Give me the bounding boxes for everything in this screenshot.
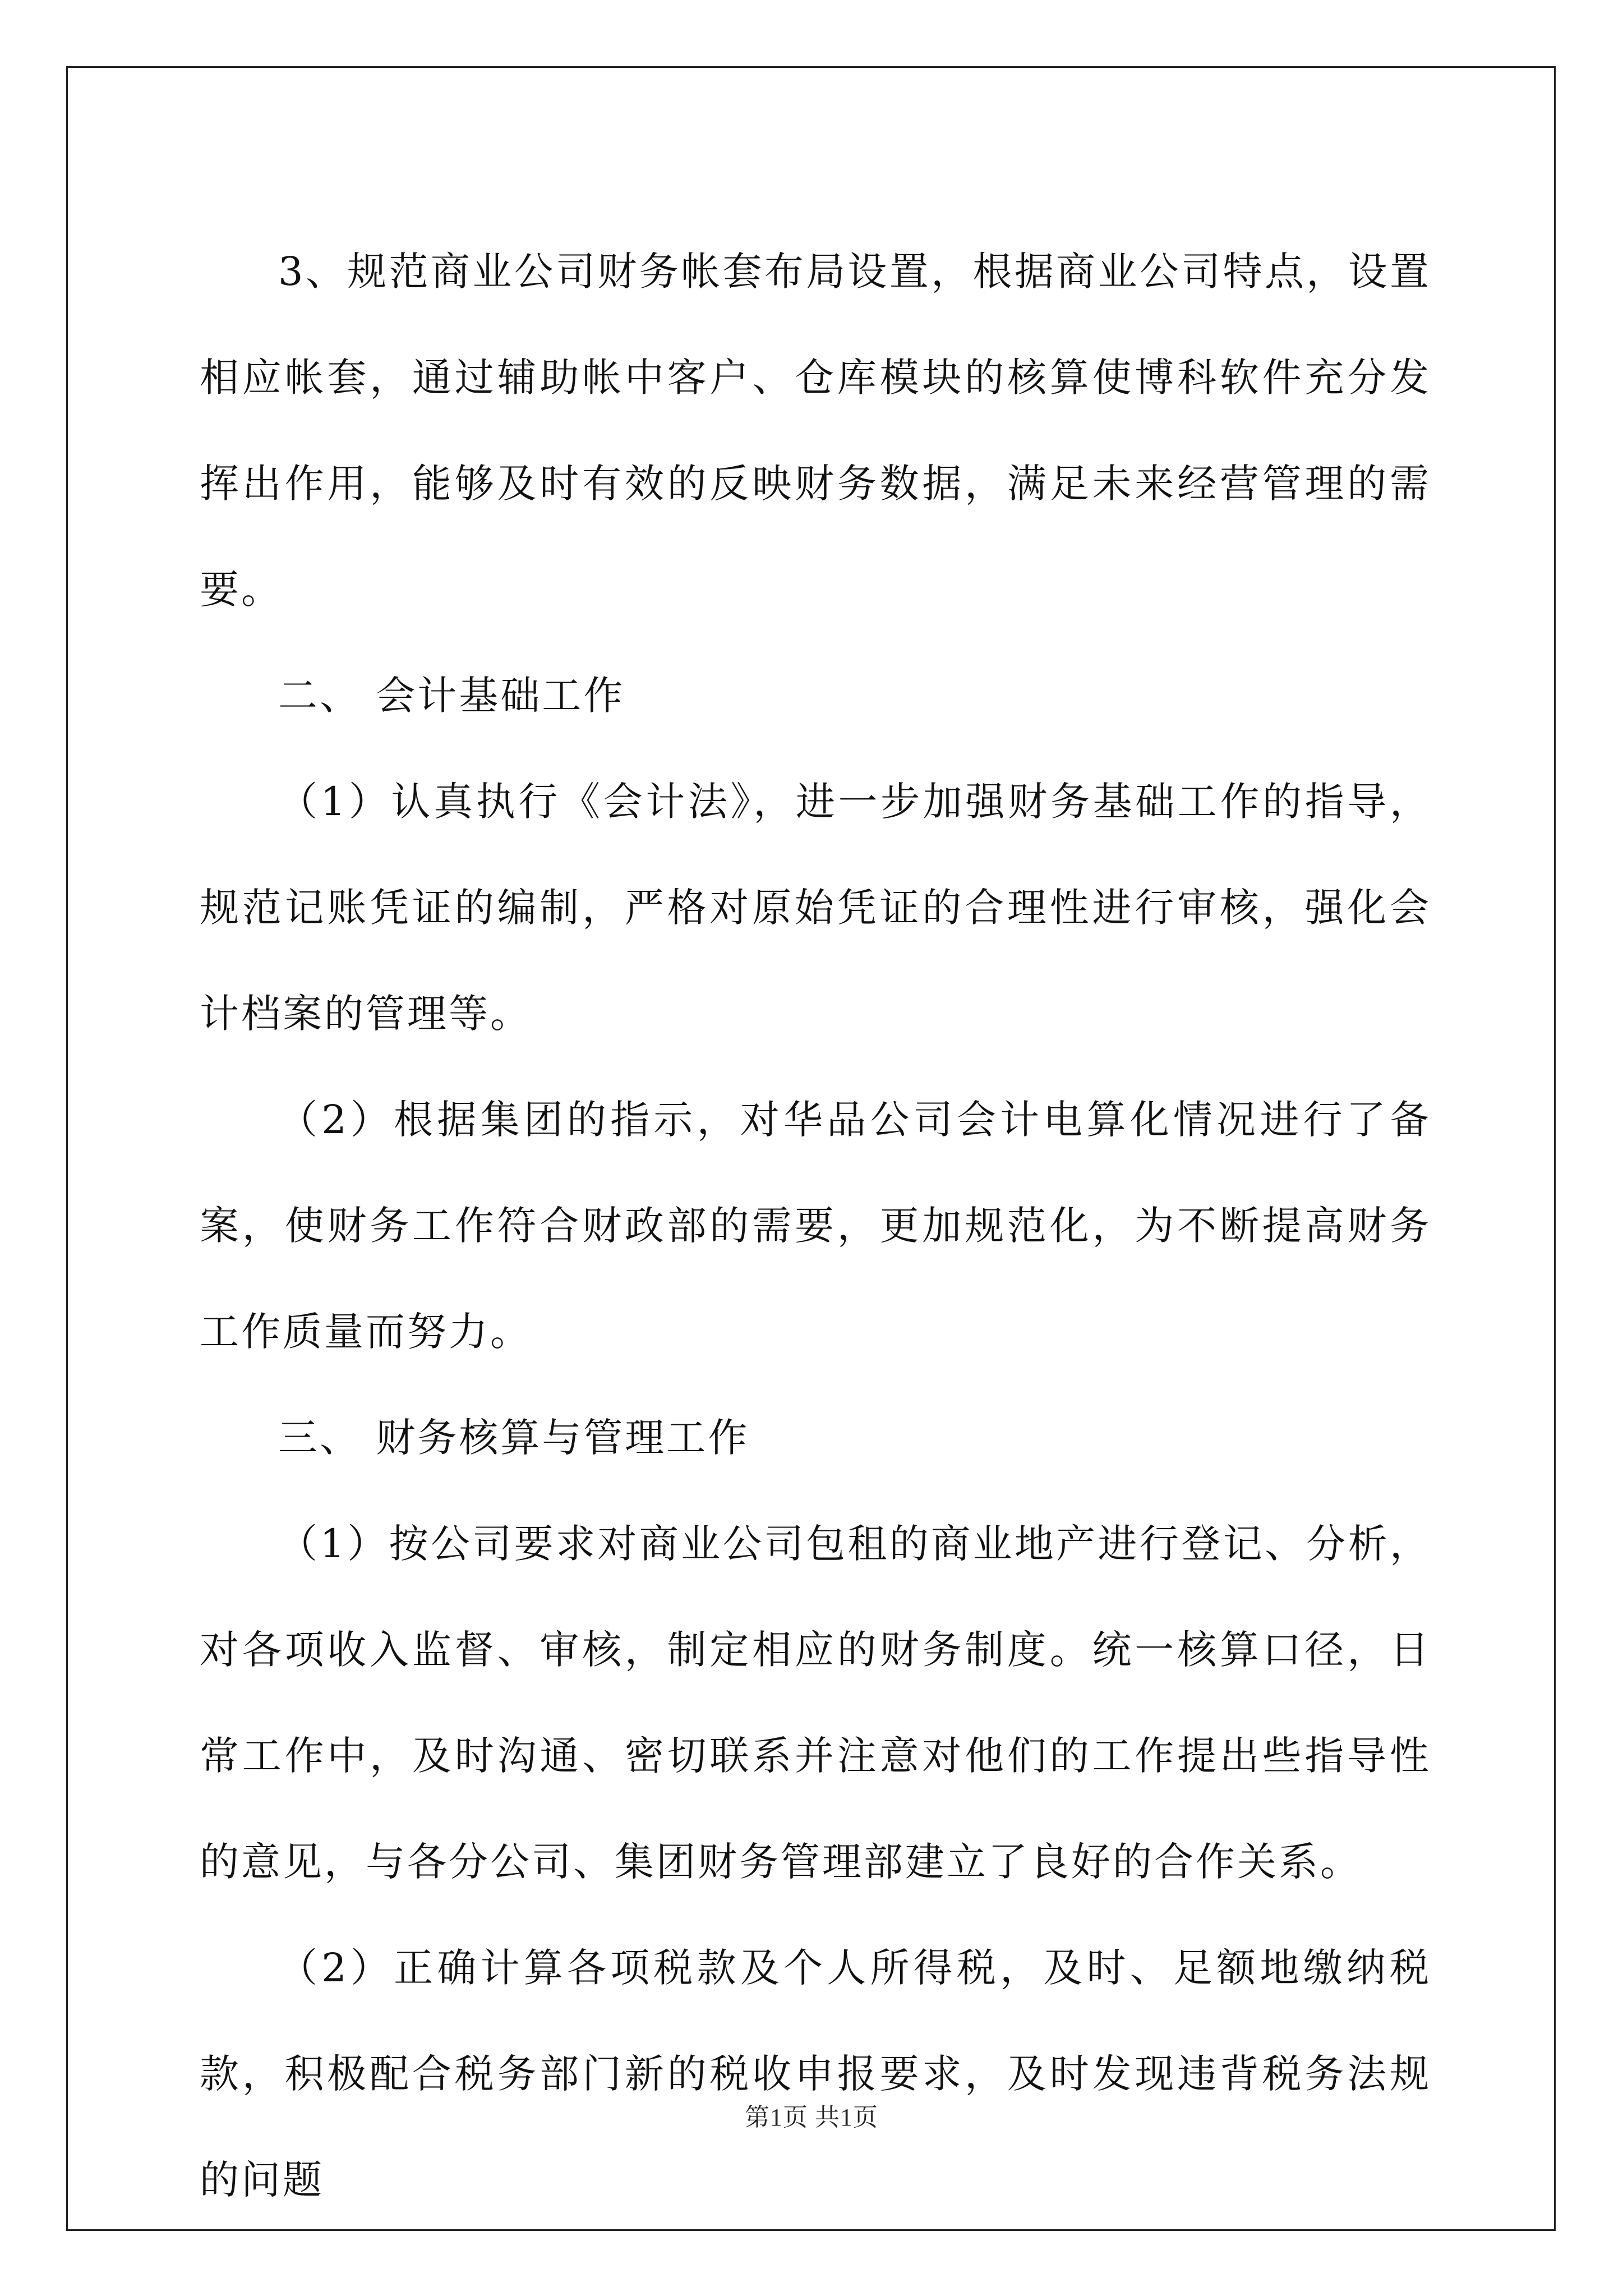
paragraph-item-2-1: （1）认真执行《会计法》，进一步加强财务基础工作的指导，规范记账凭证的编制，严格对原始凭证的合理性进行审核，强化会计档案的管理等。: [200, 779, 1431, 1037]
paragraph-item-3: 3、规范商业公司财务帐套布局设置，根据商业公司特点，设置相应帐套，通过辅助帐中客户、仓库模块的核算使博科软件充分发挥出作用，能够及时有效的反映财务数据，满足未来经营管理的需要。: [200, 249, 1431, 613]
section-heading-2: 二、 会计基础工作: [278, 673, 625, 719]
page-number-footer: 第1页 共1页: [745, 2104, 878, 2131]
paragraph-item-3-1: （1）按公司要求对商业公司包租的商业地产进行登记、分析，对各项收入监督、审核，制定相应的财务制度。统一核算口径，日常工作中，及时沟通、密切联系并注意对他们的工作提出些指导性的意见，与各分公司、集团财务管理部建立了良好的合作关系。: [200, 1521, 1431, 1885]
document-body: [200, 219, 1431, 2233]
paragraph-item-2-2: （2）根据集团的指示，对华品公司会计电算化情况进行了备案，使财务工作符合财政部的需要，更加规范化，为不断提高财务工作质量而努力。: [200, 1097, 1431, 1355]
section-heading-3: 三、 财务核算与管理工作: [278, 1415, 750, 1461]
paragraph-item-3-2: （2）正确计算各项税款及个人所得税，及时、足额地缴纳税款，积极配合税务部门新的税收申报要求，及时发现违背税务法规的问题: [200, 1945, 1431, 2203]
